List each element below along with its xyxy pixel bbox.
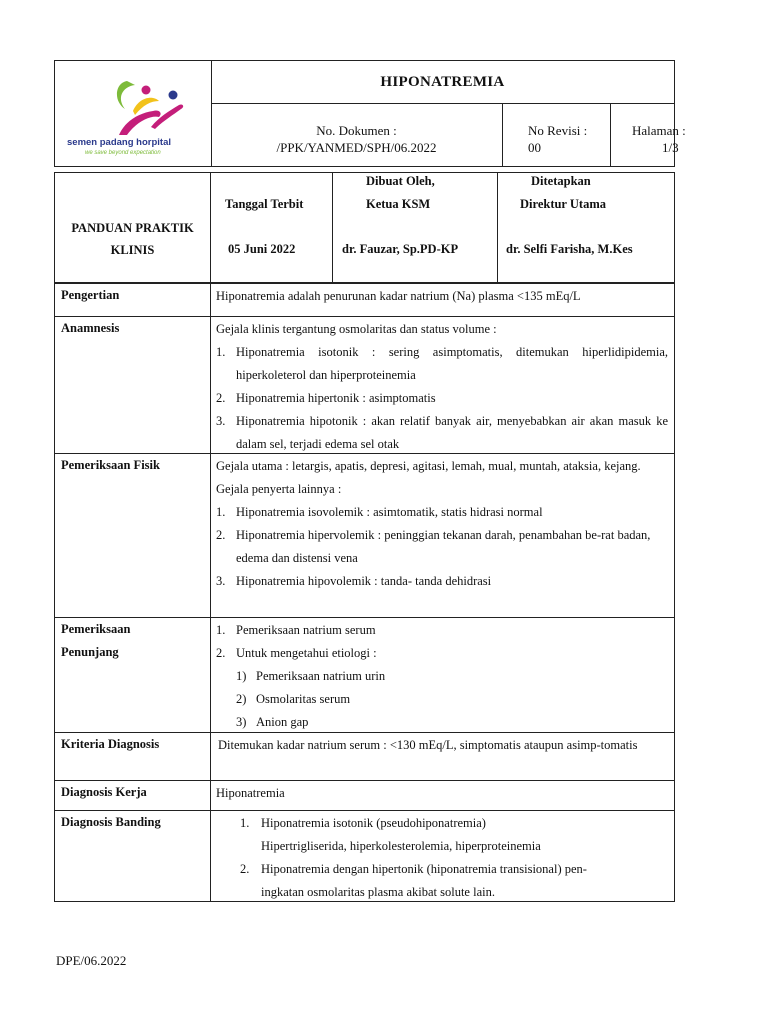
list-number: 3. <box>216 574 226 588</box>
row-value <box>212 454 674 593</box>
revision-number <box>504 104 611 166</box>
made-by-role: Ketua KSM <box>366 197 431 211</box>
row-diagnosis-banding <box>55 810 674 902</box>
document-title: HIPONATREMIA <box>211 61 674 104</box>
list-text: Hiponatremia hipovolemik : tanda- tanda dehidrasi <box>236 574 492 588</box>
list-text: Hiponatremia isotonik (pseudohiponatremia) <box>261 816 486 830</box>
list-text: Pemeriksaan natrium urin <box>256 669 386 683</box>
list-text: Hiponatremia hipertonik : asimptomatis <box>236 391 436 405</box>
list-text: Anion gap <box>256 715 309 729</box>
revision-label: No Revisi : <box>528 123 588 138</box>
guide-title-line1: PANDUAN PRAKTIK <box>71 221 194 235</box>
list-item <box>216 387 668 410</box>
approved-by-role: Direktur Utama <box>520 197 606 211</box>
issue-date-label: Tanggal Terbit <box>225 197 304 211</box>
row-label-line2: Penunjang <box>61 645 119 659</box>
svg-text:semen padang horpital: semen padang horpital <box>67 137 171 148</box>
row-value: Hiponatremia adalah penurunan kadar natrium (Na) plasma <135 mEq/L <box>216 289 581 303</box>
row-value: Hiponatremia <box>216 786 285 800</box>
list-number: 1. <box>216 345 226 359</box>
list-item <box>216 642 668 665</box>
fisik-intro2: Gejala penyerta lainnya : <box>216 482 342 496</box>
list-number: 3) <box>236 715 247 729</box>
row-label: Diagnosis Banding <box>55 811 211 902</box>
made-by-cell <box>333 173 498 282</box>
made-by-label: Dibuat Oleh, <box>366 174 435 188</box>
list-number: 1. <box>240 816 250 830</box>
list-number: 2) <box>236 692 247 706</box>
row-value <box>212 618 674 734</box>
row-value <box>212 811 674 904</box>
made-by-name: dr. Fauzar, Sp.PD-KP <box>342 242 459 256</box>
page-value: 1/3 <box>662 140 679 155</box>
row-label: Anamnesis <box>55 317 211 453</box>
list-item <box>216 341 668 387</box>
row-anamnesis <box>55 316 674 453</box>
list-item <box>216 501 668 524</box>
document-number <box>211 104 503 166</box>
list-item <box>216 812 668 835</box>
list-item-continuation: ingkatan osmolaritas plasma akibat solute lain. <box>261 885 495 899</box>
list-item <box>216 570 668 593</box>
list-item <box>216 619 668 642</box>
page-label: Halaman : <box>632 123 686 138</box>
approved-by-name: dr. Selfi Farisha, M.Kes <box>506 242 633 256</box>
guide-title-line2: KLINIS <box>110 243 155 257</box>
row-diagnosis-kerja <box>55 780 674 810</box>
list-item <box>216 524 668 570</box>
row-pemeriksaan-penunjang <box>55 617 674 732</box>
issue-date-cell <box>212 173 333 282</box>
list-number: 2. <box>216 528 226 542</box>
issue-date-value: 05 Juni 2022 <box>228 242 296 256</box>
sub-list-item <box>216 665 668 688</box>
fisik-intro: Gejala utama : letargis, apatis, depresi, agitasi, lemah, mual, muntah, ataksia, kejang. <box>216 459 641 473</box>
row-label: Pengertian <box>55 284 211 316</box>
hospital-logo-icon <box>55 61 211 166</box>
list-number: 2. <box>216 391 226 405</box>
list-number: 1. <box>216 505 226 519</box>
row-pemeriksaan-fisik <box>55 453 674 617</box>
document-meta <box>54 172 675 283</box>
list-text: Untuk mengetahui etiologi : <box>236 646 377 660</box>
document-number-label: No. Dokumen : <box>316 123 397 138</box>
page-number <box>612 104 686 166</box>
row-label: Pemeriksaan Fisik <box>55 454 211 617</box>
list-text: Hiponatremia dengan hipertonik (hiponatremia transisional) pen- <box>261 862 587 876</box>
guideline-table <box>54 283 675 902</box>
list-item-continuation: Hipertrigliserida, hiperkolesterolemia, hiperproteinemia <box>261 839 541 853</box>
row-pengertian <box>55 283 674 316</box>
row-label <box>55 618 211 732</box>
svg-text:we save beyond expectation: we save beyond expectation <box>85 150 161 156</box>
list-text: Osmolaritas serum <box>256 692 351 706</box>
revision-value: 00 <box>528 140 541 155</box>
list-item <box>216 858 668 881</box>
list-number: 3. <box>216 414 226 428</box>
document-footer-code: DPE/06.2022 <box>56 953 127 968</box>
list-text: Hiponatremia hipotonik : akan relatif banyak air, menyebabkan air akan masuk ke dalam sel, terjadi edema sel otak <box>236 414 668 451</box>
sub-list-item <box>216 711 668 734</box>
document-header <box>54 60 686 167</box>
anamnesis-intro: Gejala klinis tergantung osmolaritas dan status volume : <box>216 322 497 336</box>
guide-title <box>55 173 211 282</box>
list-text: Pemeriksaan natrium serum <box>236 623 376 637</box>
list-number: 1. <box>216 623 226 637</box>
row-kriteria-diagnosis <box>55 732 674 780</box>
row-value: Ditemukan kadar natrium serum : <130 mEq/L, simptomatis ataupun asimp-tomatis <box>218 738 638 752</box>
row-label-line1: Pemeriksaan <box>61 622 131 636</box>
list-item <box>216 410 668 456</box>
list-number: 1) <box>236 669 247 683</box>
approved-by-cell <box>498 173 674 282</box>
list-text: Hiponatremia isotonik : sering asimptomatis, ditemukan hiperlidipidemia, hiperkoleterol dan hiperproteinemia <box>236 345 668 382</box>
approved-by-label: Ditetapkan <box>531 174 591 188</box>
list-number: 2. <box>216 646 226 660</box>
list-text: Hiponatremia isovolemik : asimtomatik, statis hidrasi normal <box>236 505 543 519</box>
sub-list-item <box>216 688 668 711</box>
document-number-value: /PPK/YANMED/SPH/06.2022 <box>276 140 437 155</box>
row-label: Kriteria Diagnosis <box>55 733 211 780</box>
list-number: 2. <box>240 862 250 876</box>
hospital-logo <box>55 61 212 166</box>
row-value <box>212 317 674 456</box>
list-text: Hiponatremia hipervolemik : peninggian tekanan darah, penambahan be-rat badan, edema dan distensi vena <box>236 528 651 565</box>
row-label: Diagnosis Kerja <box>55 781 211 810</box>
